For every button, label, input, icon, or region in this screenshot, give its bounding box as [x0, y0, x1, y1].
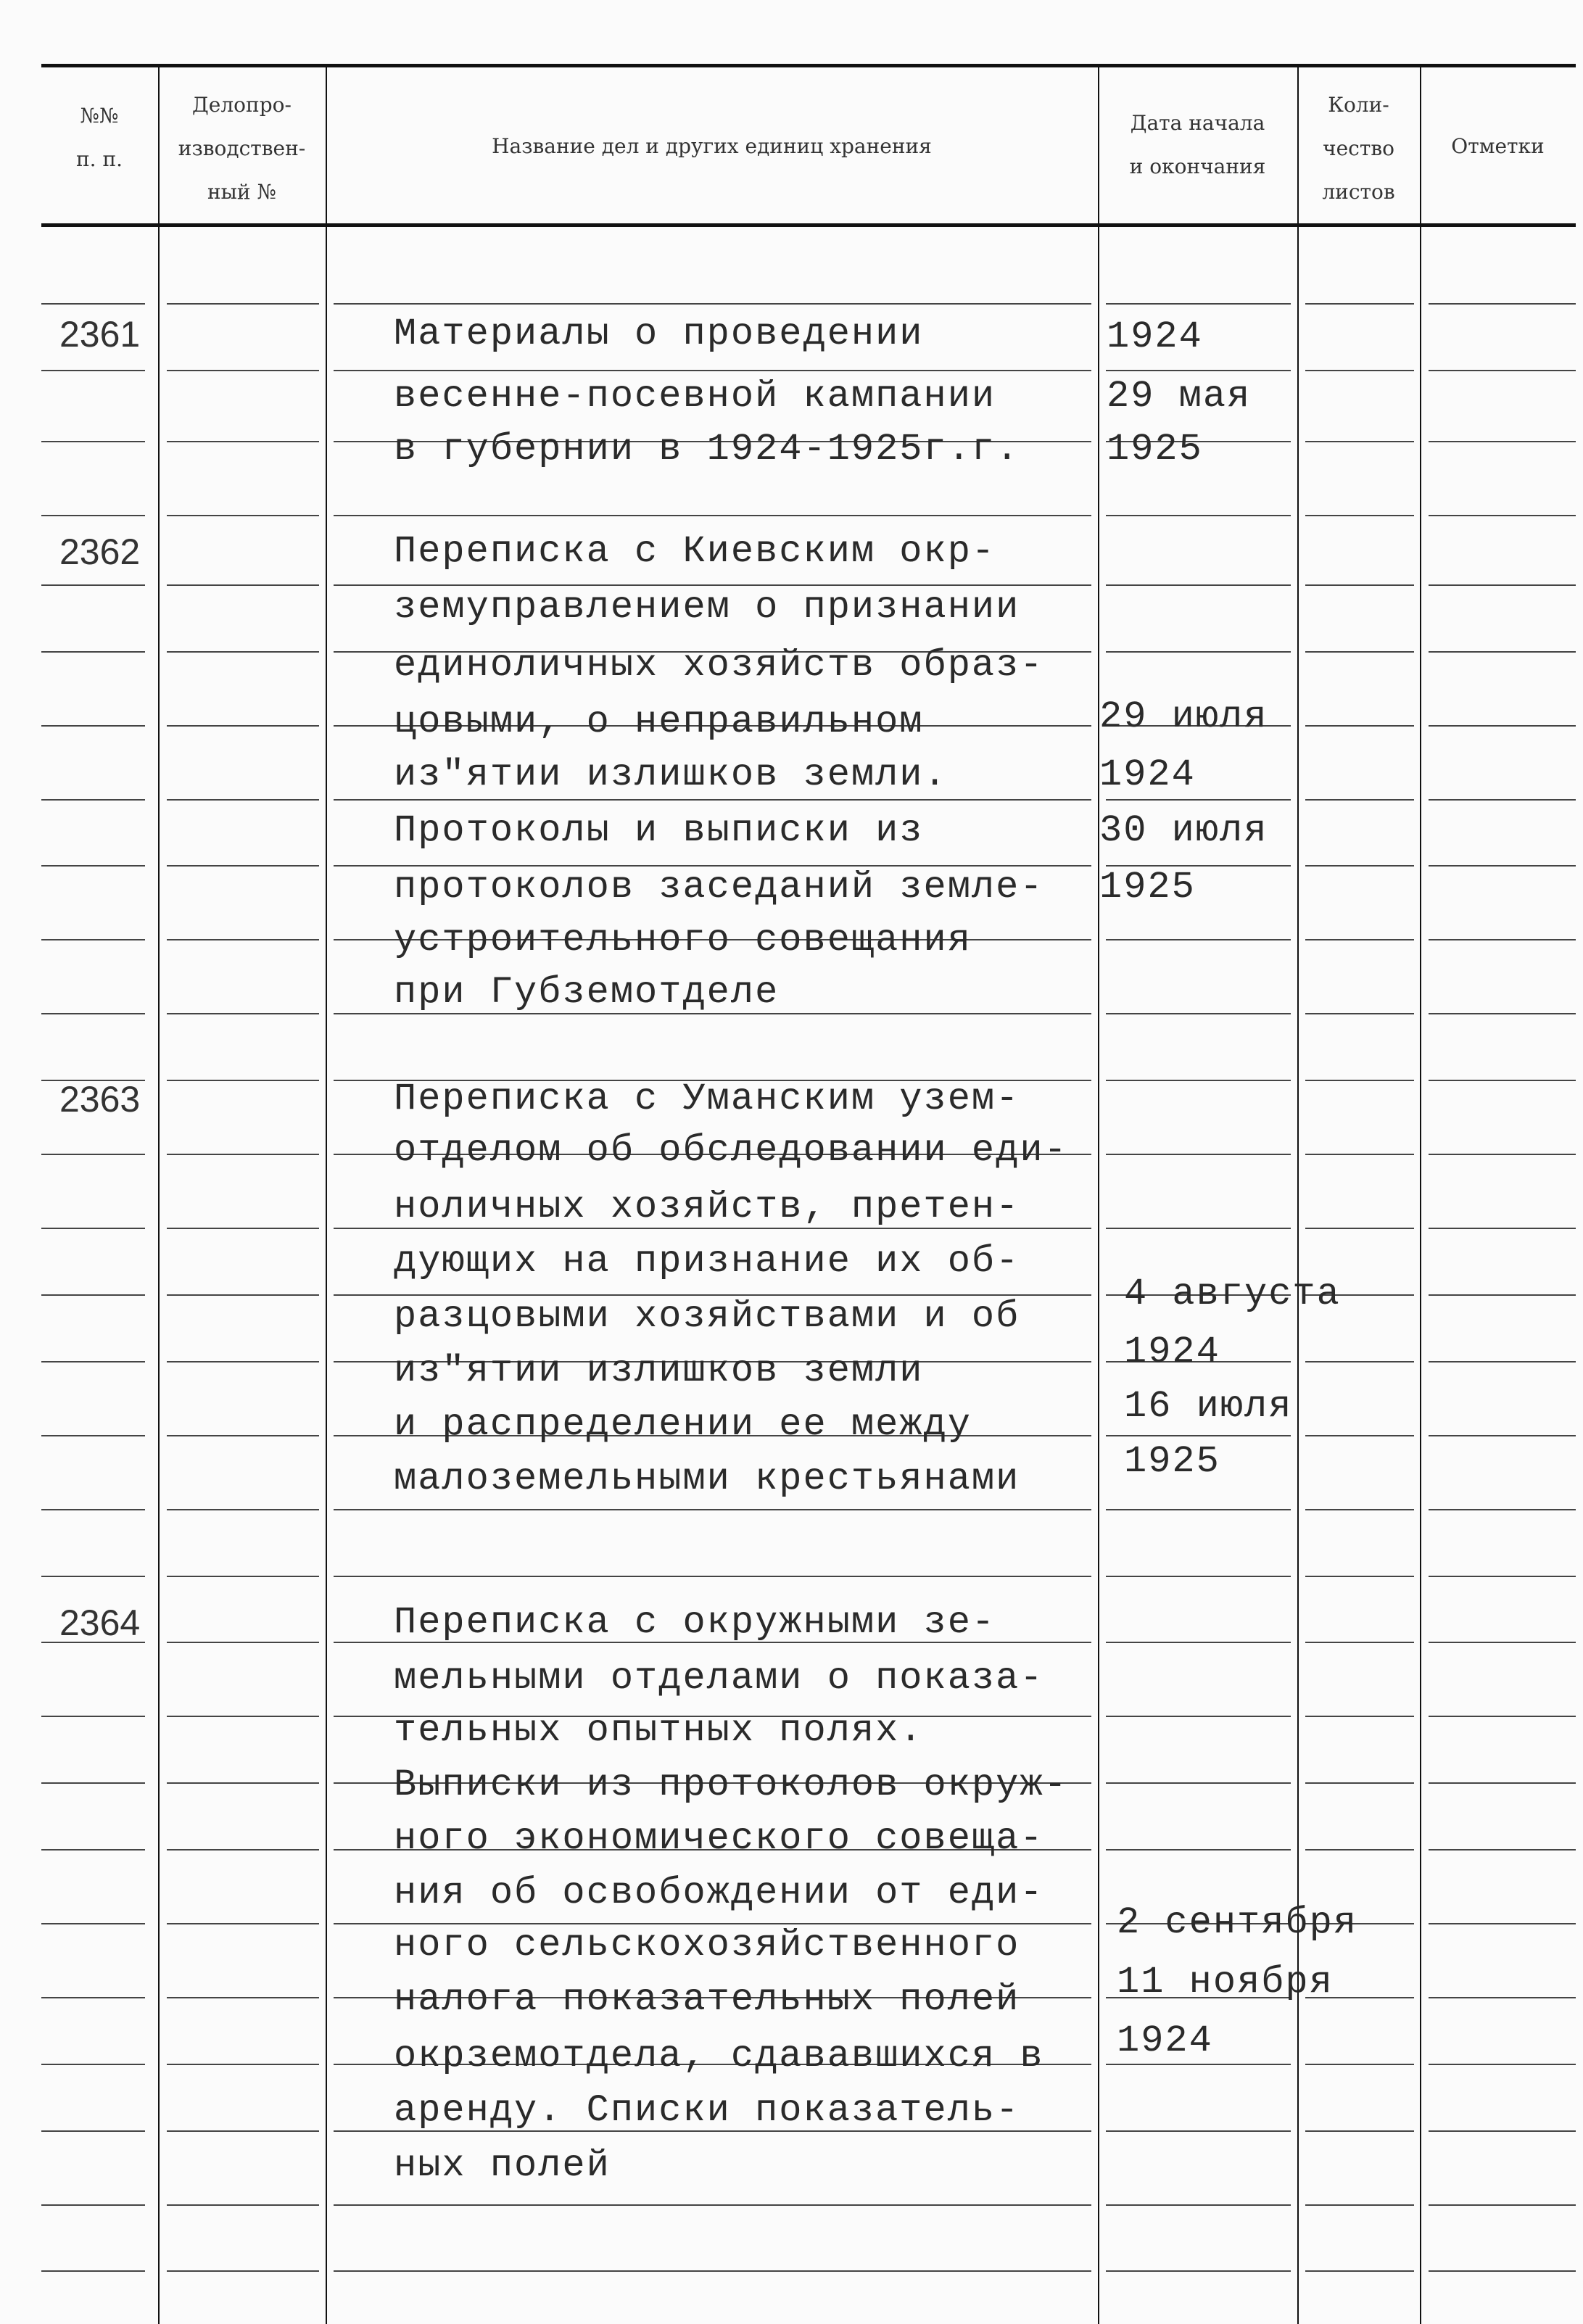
ruled-line: [1429, 441, 1576, 442]
ruled-line: [1106, 1782, 1291, 1784]
ruled-line: [41, 584, 145, 586]
header-office-number: [158, 83, 326, 214]
ruled-line: [1305, 1080, 1414, 1081]
header-bottom-rule: [41, 223, 1576, 227]
ruled-line: [41, 799, 145, 801]
entry-title-line: весенне-посевной кампании: [394, 375, 996, 418]
entry-title-line: дующих на признание их об-: [394, 1240, 1020, 1283]
entry-title-line: Выписки из протоколов окруж-: [394, 1763, 1068, 1806]
ruled-line: [1429, 515, 1576, 516]
header-dates: [1098, 102, 1297, 189]
entry-date-line: 1924: [1099, 753, 1196, 796]
ruled-line: [41, 1294, 145, 1296]
ruled-line: [1305, 1435, 1414, 1436]
ruled-line: [1305, 370, 1414, 371]
ruled-line: [334, 370, 1091, 371]
entry-title-line: и распределении ее между: [394, 1403, 972, 1446]
ruled-line: [41, 1154, 145, 1155]
ruled-line: [41, 303, 145, 305]
entry-title-line: мельными отделами о показа-: [394, 1657, 1044, 1700]
ruled-line: [1429, 1509, 1576, 1510]
ruled-line: [41, 2270, 145, 2272]
ruled-line: [1305, 1154, 1414, 1155]
ruled-line: [167, 1080, 319, 1081]
ruled-line: [1305, 1361, 1414, 1362]
ruled-line: [1429, 1228, 1576, 1229]
ruled-line: [1305, 1509, 1414, 1510]
ruled-line: [1429, 1154, 1576, 1155]
header-sheets-line: листов: [1322, 180, 1395, 204]
ruled-line: [167, 441, 319, 442]
ruled-line: [167, 2064, 319, 2065]
ruled-line: [334, 303, 1091, 305]
ruled-line: [1429, 1080, 1576, 1081]
ruled-line: [1429, 1782, 1576, 1784]
ruled-line: [1305, 1013, 1414, 1014]
entry-title-line: аренду. Списки показатель-: [394, 2089, 1020, 2132]
entry-title-line: из"ятии излишков земли: [394, 1349, 924, 1392]
column-rule: [158, 67, 160, 2324]
entry-title-line: малоземельными крестьянами: [394, 1457, 1020, 1500]
ruled-line: [1106, 2064, 1291, 2065]
entry-date-line: 29 мая: [1107, 375, 1252, 418]
entry-title-line: ного экономического совеща-: [394, 1817, 1044, 1860]
ruled-line: [41, 2130, 145, 2132]
header-office-line: Делопро-: [192, 93, 292, 117]
ruled-line: [41, 1228, 145, 1229]
ruled-line: [41, 515, 145, 516]
entry-title-line: Материалы о проведении: [394, 313, 924, 355]
ruled-line: [1305, 725, 1414, 727]
ruled-line: [1106, 1080, 1291, 1081]
ruled-line: [41, 1716, 145, 1717]
entry-date-line: 11 ноября: [1117, 1961, 1334, 2003]
ruled-line: [1106, 1228, 1291, 1229]
ruled-line: [167, 515, 319, 516]
ruled-line: [167, 1782, 319, 1784]
entry-date-line: 29 июля: [1099, 695, 1268, 738]
ruled-line: [167, 2130, 319, 2132]
ruled-line: [41, 2064, 145, 2065]
ruled-line: [1305, 939, 1414, 940]
ruled-line: [1429, 725, 1576, 727]
header-number-line: №№: [80, 104, 119, 128]
header-notes: Отметки: [1451, 134, 1545, 158]
entry-title-line: тельных опытных полях.: [394, 1709, 924, 1752]
ruled-line: [41, 370, 145, 371]
ruled-line: [167, 2270, 319, 2272]
ruled-line: [1305, 584, 1414, 586]
entry-date-line: 1924: [1117, 2019, 1213, 2062]
ruled-line: [334, 1576, 1091, 1577]
ruled-line: [41, 1576, 145, 1577]
ruled-line: [1106, 1013, 1291, 1014]
ruled-line: [1429, 865, 1576, 867]
ruled-line: [1429, 1576, 1576, 1577]
entry-number: 2364: [59, 1603, 141, 1643]
ruled-line: [41, 1849, 145, 1850]
ruled-line: [1429, 1849, 1576, 1850]
header-dates-line: Дата начала: [1130, 111, 1265, 135]
ruled-line: [41, 1013, 145, 1014]
ruled-line: [1429, 1013, 1576, 1014]
ruled-line: [1429, 370, 1576, 371]
ruled-line: [167, 1294, 319, 1296]
ruled-line: [1429, 2130, 1576, 2132]
entry-title-line: единоличных хозяйств образ-: [394, 644, 1044, 687]
entry-number: 2361: [59, 314, 141, 355]
ruled-line: [1429, 584, 1576, 586]
header-top-rule: [41, 64, 1576, 67]
header-sheets-line: Коли-: [1328, 93, 1389, 117]
ruled-line: [1305, 1849, 1414, 1850]
entry-number: 2362: [59, 532, 141, 572]
entry-title-line: из"ятии излишков земли.: [394, 753, 948, 796]
ruled-line: [1305, 2130, 1414, 2132]
entry-title-line: цовыми, о неправильном: [394, 700, 924, 743]
ruled-line: [1429, 799, 1576, 801]
ruled-line: [334, 799, 1091, 801]
ruled-line: [41, 1361, 145, 1362]
entry-title-line: Переписка с Уманским узем-: [394, 1078, 1020, 1120]
ruled-line: [41, 2204, 145, 2206]
column-rule: [326, 67, 327, 2324]
entry-date-line: 30 июля: [1099, 809, 1268, 852]
ruled-line: [1305, 2064, 1414, 2065]
entry-title-line: налога показательных полей: [394, 1978, 1020, 2021]
ruled-line: [41, 1782, 145, 1784]
ruled-line: [1429, 1923, 1576, 1924]
ruled-line: [1106, 515, 1291, 516]
entry-title-line: ного сельскохозяйственного: [394, 1924, 1020, 1967]
entry-date-line: 1924: [1124, 1331, 1220, 1373]
ruled-line: [1305, 2270, 1414, 2272]
ruled-line: [1305, 865, 1414, 867]
ruled-line: [167, 1228, 319, 1229]
ruled-line: [1106, 1154, 1291, 1155]
header-office-line: ный №: [207, 180, 276, 204]
ruled-line: [1106, 1642, 1291, 1643]
entry-title-line: ных полей: [394, 2144, 611, 2187]
ruled-line: [334, 515, 1091, 516]
ruled-line: [41, 1435, 145, 1436]
ruled-line: [167, 370, 319, 371]
ruled-line: [41, 651, 145, 653]
ruled-line: [1429, 1997, 1576, 1998]
ruled-line: [41, 1509, 145, 1510]
entry-title-line: протоколов заседаний земле-: [394, 866, 1044, 909]
header-office-line: изводствен-: [178, 136, 306, 160]
ruled-line: [167, 651, 319, 653]
ruled-line: [1106, 303, 1291, 305]
ruled-line: [1106, 370, 1291, 371]
ruled-line: [167, 1642, 319, 1643]
ruled-line: [167, 1716, 319, 1717]
header-dates-line: и окончания: [1129, 154, 1266, 178]
ruled-line: [167, 799, 319, 801]
ruled-line: [167, 939, 319, 940]
entry-number: 2363: [59, 1079, 141, 1120]
ruled-line: [167, 1013, 319, 1014]
ruled-line: [167, 865, 319, 867]
entry-date-line: 16 июля: [1124, 1385, 1293, 1428]
ruled-line: [1106, 1435, 1291, 1436]
ruled-line: [1429, 2064, 1576, 2065]
ruled-line: [167, 303, 319, 305]
entry-title-line: Переписка с Киевским окр-: [394, 530, 996, 573]
ruled-line: [167, 1576, 319, 1577]
ruled-line: [1305, 303, 1414, 305]
ruled-line: [167, 1435, 319, 1436]
entry-title-line: земуправлением о признании: [394, 586, 1020, 629]
ruled-line: [1106, 1509, 1291, 1510]
ruled-line: [334, 1509, 1091, 1510]
ruled-line: [1106, 1849, 1291, 1850]
ruled-line: [167, 1997, 319, 1998]
entry-date-line: 1925: [1099, 866, 1196, 909]
entry-date-line: 4 августа: [1124, 1273, 1341, 1315]
ruled-line: [41, 441, 145, 442]
ruled-line: [167, 1849, 319, 1850]
entry-date-line: 1925: [1124, 1440, 1220, 1483]
ruled-line: [41, 865, 145, 867]
ruled-line: [1429, 939, 1576, 940]
ruled-line: [334, 2204, 1091, 2206]
entry-date-line: 2 сентября: [1117, 1901, 1358, 1944]
ruled-line: [1305, 1642, 1414, 1643]
ruled-line: [41, 725, 145, 727]
ruled-line: [41, 1997, 145, 1998]
ruled-line: [1305, 799, 1414, 801]
ruled-line: [1106, 2204, 1291, 2206]
entry-title-line: ния об освобождении от еди-: [394, 1872, 1044, 1914]
ruled-line: [1106, 2270, 1291, 2272]
ruled-line: [1305, 1576, 1414, 1577]
ruled-line: [1429, 1716, 1576, 1717]
ruled-line: [1305, 1716, 1414, 1717]
entry-title-line: в губернии в 1924-1925г.г.: [394, 428, 1020, 471]
entry-title-line: разцовыми хозяйствами и об: [394, 1295, 1020, 1338]
ruled-line: [167, 1923, 319, 1924]
ruled-line: [41, 939, 145, 940]
ruled-line: [1429, 1361, 1576, 1362]
header-sheets-line: чество: [1323, 136, 1394, 160]
header-sheets: [1297, 83, 1420, 214]
ruled-line: [167, 2204, 319, 2206]
ruled-line: [167, 1509, 319, 1510]
ruled-line: [167, 725, 319, 727]
ruled-line: [1106, 1716, 1291, 1717]
ruled-line: [1429, 2270, 1576, 2272]
ruled-line: [1305, 651, 1414, 653]
ruled-line: [1429, 1294, 1576, 1296]
ruled-line: [1429, 1435, 1576, 1436]
ruled-line: [1305, 2204, 1414, 2206]
ruled-line: [41, 1923, 145, 1924]
column-rule: [1098, 67, 1099, 2324]
ruled-line: [1106, 1576, 1291, 1577]
header-title: Название дел и других единиц хранения: [492, 134, 932, 158]
entry-date-line: 1925: [1107, 428, 1203, 471]
ruled-line: [167, 1361, 319, 1362]
entry-title-line: при Губземотделе: [394, 971, 780, 1014]
ruled-line: [1106, 939, 1291, 940]
entry-title-line: устроительного совещания: [394, 919, 972, 962]
header-number-line: п. п.: [75, 147, 123, 171]
ruled-line: [1106, 799, 1291, 801]
ruled-line: [1305, 441, 1414, 442]
ruled-line: [1429, 303, 1576, 305]
ruled-line: [1429, 651, 1576, 653]
ruled-line: [1429, 2204, 1576, 2206]
ruled-line: [1429, 1642, 1576, 1643]
header-number: [41, 94, 157, 181]
entry-date-line: 1924: [1107, 315, 1203, 358]
ruled-line: [1305, 515, 1414, 516]
ruled-line: [1106, 651, 1291, 653]
column-rule: [1420, 67, 1421, 2324]
ruled-line: [1305, 1782, 1414, 1784]
ruled-line: [1305, 1228, 1414, 1229]
entry-title-line: ноличных хозяйств, претен-: [394, 1186, 1020, 1228]
entry-title-line: Протоколы и выписки из: [394, 809, 924, 852]
ruled-line: [1106, 584, 1291, 586]
ruled-line: [1106, 2130, 1291, 2132]
ruled-line: [167, 584, 319, 586]
ruled-line: [167, 1154, 319, 1155]
entry-title-line: окрземотдела, сдававшихся в: [394, 2035, 1044, 2077]
entry-title-line: отделом об обследовании еди-: [394, 1129, 1068, 1172]
ruled-line: [334, 2270, 1091, 2272]
entry-title-line: Переписка с окружными зе-: [394, 1601, 996, 1644]
